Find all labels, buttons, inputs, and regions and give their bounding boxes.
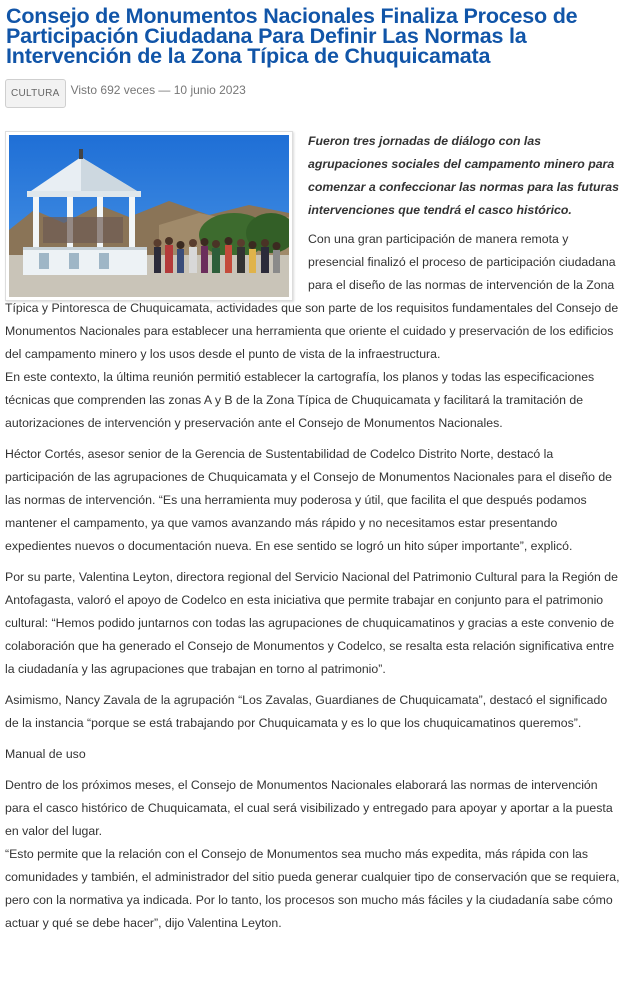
paragraph-1: Con una gran participación de manera remota y presencial finalizó el proceso de participación ciudadana para el diseño de las normas de intervención de la Zona Típica y Pintoresca de Chuquicamata, actividades que son parte de los requisitos fundamentales del Consejo de Monumentos Nacionales para establecer una herramienta que oriente el cuidado y preservación de los edificios del campamento minero y los usos desde el punto de vista de la infraestructura. [5,232,619,361]
paragraph-3: Héctor Cortés, asesor senior de la Gerencia de Sustentabilidad de Codelco Distrito Norte, destacó la participación de las agrupaciones de Chuquicamata y el Consejo de Monumentos Nacionales para el diseño de las normas de intervención. “Es una herramienta muy poderosa y útil, que facilita el que después podamos mantener el campamento, ya que vamos avanzando más rápido y no necesitamos estar presentando expedientes nuevos o documentación nueva. En ese sentido se logró un hito súper importante”, explicó. [5,447,613,553]
section-heading-manual: Manual de uso [5,747,86,761]
paragraph-7: “Esto permite que la relación con el Consejo de Monumentos sea mucho más expedita, más rápida con las comunidades y también, el administrador del sitio pueda generar cualquier tipo de conservación que se requiera, pero con la normativa ya indicada. Por lo tanto, los procesos son mucho más fáciles y la ciudadanía sabe cómo actuar y qué se debe hacer”, dijo Valentina Leyton. [5,847,620,930]
paragraph-2: En este contexto, la última reunión permitió establecer la cartografía, los planos y todas las especificaciones técnicas que comprenden las zonas A y B de la Zona Típica de Chuquicamata y facilitará la tramitación de autorizaciones de intervención y preservación ante el Consejo de Monumentos Nacionales. [5,370,595,430]
article-body [5,128,621,943]
article-meta [5,79,246,109]
article-lead: Fueron tres jornadas de diálogo con las agrupaciones sociales del campamento minero para comenzar a confeccionar las normas para las futuras intervenciones que tendrá el casco histórico. [308,134,619,217]
article-title: Consejo de Monumentos Nacionales Finaliza Proceso de Participación Ciudadana Para Definir Las Normas la Intervención de la Zona Típica de Chuquicamata [6,4,578,68]
paragraph-6: Dentro de los próximos meses, el Consejo de Monumentos Nacionales elaborará las normas de intervención para el casco histórico de Chuquicamata, el cual será visibilizado y entregado para apoyar y aportar a la puesta en valor del lugar. [5,778,613,838]
category-badge[interactable]: CULTURA [5,79,66,108]
paragraph-5: Asimismo, Nancy Zavala de la agrupación “Los Zavalas, Guardianes de Chuquicamata”, destacó el significado de la instancia “porque se está trabajando por Chuquicamata y es lo que los chuquicamatinos queremos”. [5,693,608,730]
paragraph-4: Por su parte, Valentina Leyton, directora regional del Servicio Nacional del Patrimonio Cultural para la Región de Antofagasta, valoró el apoyo de Codelco en esta iniciativa que permite trabajar en conjunto para el patrimonio cultural: “Hemos podido juntarnos con todas las agrupaciones de chuquicamatinos y gracias a este convenio de colaboración que ha generado el Consejo de Monumentos y Codelco, se resalta esta relación significativa entre la ciudadanía y las agrupaciones que trabajan en torno al patrimonio”. [5,570,618,676]
views-date: Visto 692 veces — 10 junio 2023 [70,83,246,97]
